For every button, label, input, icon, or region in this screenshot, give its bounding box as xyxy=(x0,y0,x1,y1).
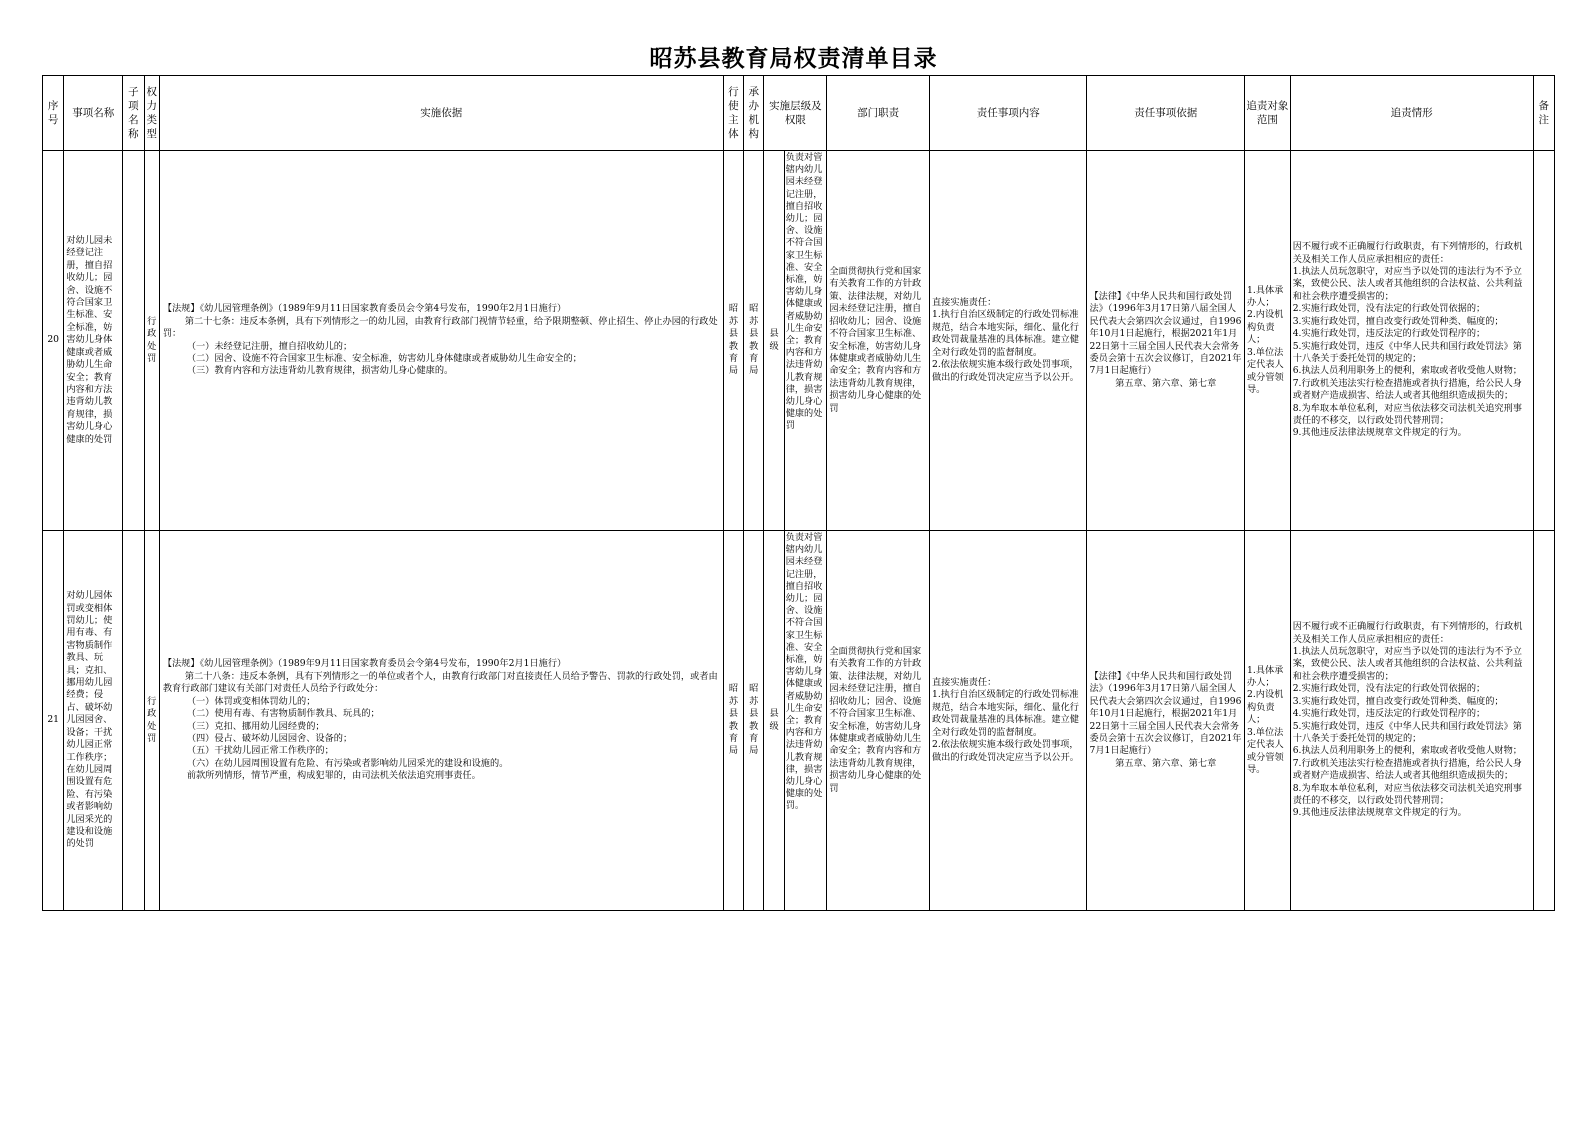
situation-line: 5.实施行政处罚，违反《中华人民共和国行政处罚法》第十八条关于委托处罚的规定的； xyxy=(1292,340,1522,364)
header-duty: 部门职责 xyxy=(827,76,930,151)
header-sub-item: 子项名称 xyxy=(123,76,144,151)
scope-line: 2.内设机构负责人； xyxy=(1246,309,1284,346)
resp-content-line: 直接实施责任： xyxy=(931,297,997,309)
seq-cell: 20 xyxy=(43,151,64,531)
situation-line: 6.执法人员利用职务上的便利，索取或者收受他人财物； xyxy=(1292,365,1522,377)
header-level: 实施层级及权限 xyxy=(764,76,827,151)
header-resp-basis: 责任事项依据 xyxy=(1087,76,1245,151)
header-item-name: 事项名称 xyxy=(64,76,123,151)
resp-content-line: 直接实施责任： xyxy=(931,677,997,689)
header-org: 承办机构 xyxy=(744,76,764,151)
level-desc-cell: 负责对管辖内幼儿园未经登记注册，擅自招收幼儿；园舍、设施不符合国家卫生标准、安全标准，妨害幼儿身体健康或者威胁幼儿生命安全；教育内容和方法违背幼儿教育规律，损害幼儿身心健康的处罚。 xyxy=(784,531,827,911)
resp-basis-chapters: 第五章、第六章、第七章 xyxy=(1115,377,1217,389)
scope-line: 2.内设机构负责人； xyxy=(1246,689,1284,726)
header-row xyxy=(43,76,1555,151)
resp-content-line: 2.依法依规实施本级行政处罚事项，做出的行政处罚决定应当予以公开。 xyxy=(931,359,1079,383)
duty-cell: 全面贯彻执行党和国家有关教育工作的方针政策、法律法规，对幼儿园未经登记注册，擅自招收幼儿；园舍、设施不符合国家卫生标准、安全标准，妨害幼儿身体健康或者威胁幼儿生命安全；教育内容和方法违背幼儿教育规律，损害幼儿身心健康的处罚 xyxy=(827,151,930,531)
scope-line: 3.单位法定代表人或分管领导。 xyxy=(1246,346,1284,395)
resp-basis-text: 【法律】《中华人民共和国行政处罚法》（1996年3月17日第八届全国人民代表大会第四次会议通过，自1996年10月1日起施行，根据2021年1月22日第十三届全国人民代表大会常务委员会第十五次会议修订，自2021年7月1日起施行） xyxy=(1089,290,1242,377)
scope-line: 3.单位法定代表人或分管领导。 xyxy=(1246,726,1284,775)
situation-line: 1.执法人员玩忽职守，对应当予以处罚的违法行为不予立案，致使公民、法人或者其他组织的合法权益、公共利益和社会秩序遭受损害的； xyxy=(1292,266,1523,302)
basis-item: （四）侵占、破坏幼儿园园舍、设备的； xyxy=(186,732,353,744)
header-subject: 行使主体 xyxy=(723,76,743,151)
level-cell: 县级 xyxy=(764,151,784,531)
situation-cell xyxy=(1290,531,1533,911)
table-row xyxy=(43,151,1555,531)
situation-line: 3.实施行政处罚，擅自改变行政处罚种类、幅度的； xyxy=(1292,315,1504,327)
situation-line: 因不履行或不正确履行行政职责，有下列情形的，行政机关及相关工作人员应承担相应的责任： xyxy=(1292,241,1523,265)
situation-line: 因不履行或不正确履行行政职责，有下列情形的，行政机关及相关工作人员应承担相应的责任： xyxy=(1292,621,1523,645)
resp-basis-cell xyxy=(1087,531,1245,911)
basis-item: （一）体罚或变相体罚幼儿的； xyxy=(186,695,316,707)
table-row xyxy=(43,531,1555,911)
resp-content-cell xyxy=(929,531,1087,911)
situation-line: 8.为牟取本单位私利，对应当依法移交司法机关追究刑事责任的不移交，以行政处罚代替刑罚； xyxy=(1292,782,1522,806)
item-name-cell: 对幼儿园未经登记注册，擅自招收幼儿；园舍、设施不符合国家卫生标准、安全标准，妨害幼儿身体健康或者威胁幼儿生命安全；教育内容和方法违背幼儿教育规律，损害幼儿身心健康的处罚 xyxy=(64,151,123,531)
page-title: 昭苏县教育局权责清单目录 xyxy=(649,45,938,72)
level-desc-cell: 负责对管辖内幼儿园未经登记注册，擅自招收幼儿；园舍、设施不符合国家卫生标准、安全标准，妨害幼儿身体健康或者威胁幼儿生命安全；教育内容和方法违背幼儿教育规律，损害幼儿身心健康的处罚 xyxy=(784,151,827,531)
org-cell: 昭苏县教育局 xyxy=(744,531,764,911)
basis-item: （五）干扰幼儿园正常工作秩序的； xyxy=(186,745,334,757)
basis-tail: 前款所列情形，情节严重，构成犯罪的，由司法机关依法追究刑事责任。 xyxy=(186,770,481,782)
seq-cell: 21 xyxy=(43,531,64,911)
situation-line: 7.行政机关违法实行检查措施或者执行措施，给公民人身或者财产造成损害、给法人或者其他组织造成损失的； xyxy=(1292,377,1522,402)
situation-line: 5.实施行政处罚，违反《中华人民共和国行政处罚法》第十八条关于委托处罚的规定的； xyxy=(1292,720,1522,744)
basis-cell xyxy=(159,151,723,531)
basis-item: （二）园舍、设施不符合国家卫生标准、安全标准，妨害幼儿身体健康或者威胁幼儿生命安全的； xyxy=(186,352,582,364)
header-situation: 追责情形 xyxy=(1290,76,1533,151)
basis-law: 【法规】《幼儿园管理条例》（1989年9月11日国家教育委员会令第4号发布，1990年2月1日施行） xyxy=(162,303,567,315)
situation-line: 1.执法人员玩忽职守，对应当予以处罚的违法行为不予立案，致使公民、法人或者其他组织的合法权益、公共利益和社会秩序遭受损害的； xyxy=(1292,646,1523,682)
header-remark: 备注 xyxy=(1533,76,1554,151)
header-basis: 实施依据 xyxy=(159,76,723,151)
resp-content-line: 1.执行自治区级制定的行政处罚标准规范，结合本地实际，细化、量化行政处罚裁量基准的具体标准。建立健全对行政处罚的监督制度。 xyxy=(931,309,1079,358)
remark-cell xyxy=(1533,151,1554,531)
basis-item: （一）未经登记注册，擅自招收幼儿的； xyxy=(186,340,353,352)
basis-article: 第二十七条：违反本条例，具有下列情形之一的幼儿园，由教育行政部门视情节轻重，给予限期整顿、停止招生、停止办园的行政处罚： xyxy=(162,315,718,340)
duty-cell: 全面贯彻执行党和国家有关教育工作的方针政策、法律法规，对幼儿园未经登记注册，擅自招收幼儿；园舍、设施不符合国家卫生标准、安全标准，妨害幼儿身体健康或者威胁幼儿生命安全；教育内容和方法违背幼儿教育规律，损害幼儿身心健康的处罚 xyxy=(827,531,930,911)
power-list-table xyxy=(42,75,1555,911)
resp-content-line: 2.依法依规实施本级行政处罚事项，做出的行政处罚决定应当予以公开。 xyxy=(931,739,1079,763)
situation-line: 9.其他违反法律法规规章文件规定的行为。 xyxy=(1292,807,1467,819)
resp-basis-chapters: 第五章、第六章、第七章 xyxy=(1115,757,1217,769)
situation-line: 2.实施行政处罚，没有法定的行政处罚依据的； xyxy=(1292,303,1486,315)
header-power-type: 权力类型 xyxy=(144,76,159,151)
sub-item-cell xyxy=(123,531,144,911)
level-cell: 县级 xyxy=(764,531,784,911)
basis-cell xyxy=(159,531,723,911)
scope-cell xyxy=(1244,151,1290,531)
subject-cell: 昭苏县教育局 xyxy=(723,151,743,531)
basis-item: （三）克扣、挪用幼儿园经费的； xyxy=(186,720,325,732)
header-scope: 追责对象范围 xyxy=(1244,76,1290,151)
situation-line: 3.实施行政处罚，擅自改变行政处罚种类、幅度的； xyxy=(1292,695,1504,707)
situation-cell xyxy=(1290,151,1533,531)
situation-line: 7.行政机关违法实行检查措施或者执行措施，给公民人身或者财产造成损害、给法人或者其他组织造成损失的； xyxy=(1292,757,1522,782)
basis-article: 第二十八条：违反本条例，具有下列情形之一的单位或者个人，由教育行政部门对直接责任人员给予警告、罚款的行政处罚，或者由教育行政部门建议有关部门对责任人员给予行政处分： xyxy=(162,670,718,695)
item-name-cell: 对幼儿园体罚或变相体罚幼儿；使用有毒、有害物质制作教具、玩具；克扣、挪用幼儿园经费；侵占、破坏幼儿园园舍、设备；干扰幼儿园正常工作秩序；在幼儿园周围设置有危险、有污染或者影响幼儿园采光的建设和设施的处罚 xyxy=(64,531,123,911)
situation-line: 8.为牟取本单位私利，对应当依法移交司法机关追究刑事责任的不移交，以行政处罚代替刑罚； xyxy=(1292,402,1522,426)
scope-line: 1.具体承办人； xyxy=(1246,664,1284,689)
situation-line: 2.实施行政处罚，没有法定的行政处罚依据的； xyxy=(1292,683,1486,695)
header-resp-content: 责任事项内容 xyxy=(929,76,1087,151)
sub-item-cell xyxy=(123,151,144,531)
basis-law: 【法规】《幼儿园管理条例》（1989年9月11日国家教育委员会令第4号发布，1990年2月1日施行） xyxy=(162,658,567,670)
resp-basis-cell xyxy=(1087,151,1245,531)
power-type-cell: 行政处罚 xyxy=(144,151,159,531)
scope-cell xyxy=(1244,531,1290,911)
situation-line: 4.实施行政处罚，违反法定的行政处罚程序的； xyxy=(1292,328,1486,340)
resp-content-line: 1.执行自治区级制定的行政处罚标准规范，结合本地实际，细化、量化行政处罚裁量基准的具体标准。建立健全对行政处罚的监督制度。 xyxy=(931,689,1079,738)
power-type-cell: 行政处罚 xyxy=(144,531,159,911)
basis-item: （二）使用有毒、有害物质制作教具、玩具的； xyxy=(186,708,380,720)
basis-item: （六）在幼儿园周围设置有危险、有污染或者影响幼儿园采光的建设和设施的。 xyxy=(186,757,509,769)
basis-item: （三）教育内容和方法违背幼儿教育规律，损害幼儿身心健康的。 xyxy=(186,365,454,377)
situation-line: 4.实施行政处罚，违反法定的行政处罚程序的； xyxy=(1292,708,1486,720)
scope-line: 1.具体承办人； xyxy=(1246,284,1284,309)
org-cell: 昭苏县教育局 xyxy=(744,151,764,531)
situation-line: 6.执法人员利用职务上的便利，索取或者收受他人财物； xyxy=(1292,745,1522,757)
remark-cell xyxy=(1533,531,1554,911)
subject-cell: 昭苏县教育局 xyxy=(723,531,743,911)
situation-line: 9.其他违反法律法规规章文件规定的行为。 xyxy=(1292,427,1467,439)
resp-content-cell xyxy=(929,151,1087,531)
resp-basis-text: 【法律】《中华人民共和国行政处罚法》（1996年3月17日第八届全国人民代表大会第四次会议通过，自1996年10月1日起施行，根据2021年1月22日第十三届全国人民代表大会常务委员会第十五次会议修订，自2021年7月1日起施行） xyxy=(1089,670,1242,757)
header-seq: 序号 xyxy=(43,76,64,151)
